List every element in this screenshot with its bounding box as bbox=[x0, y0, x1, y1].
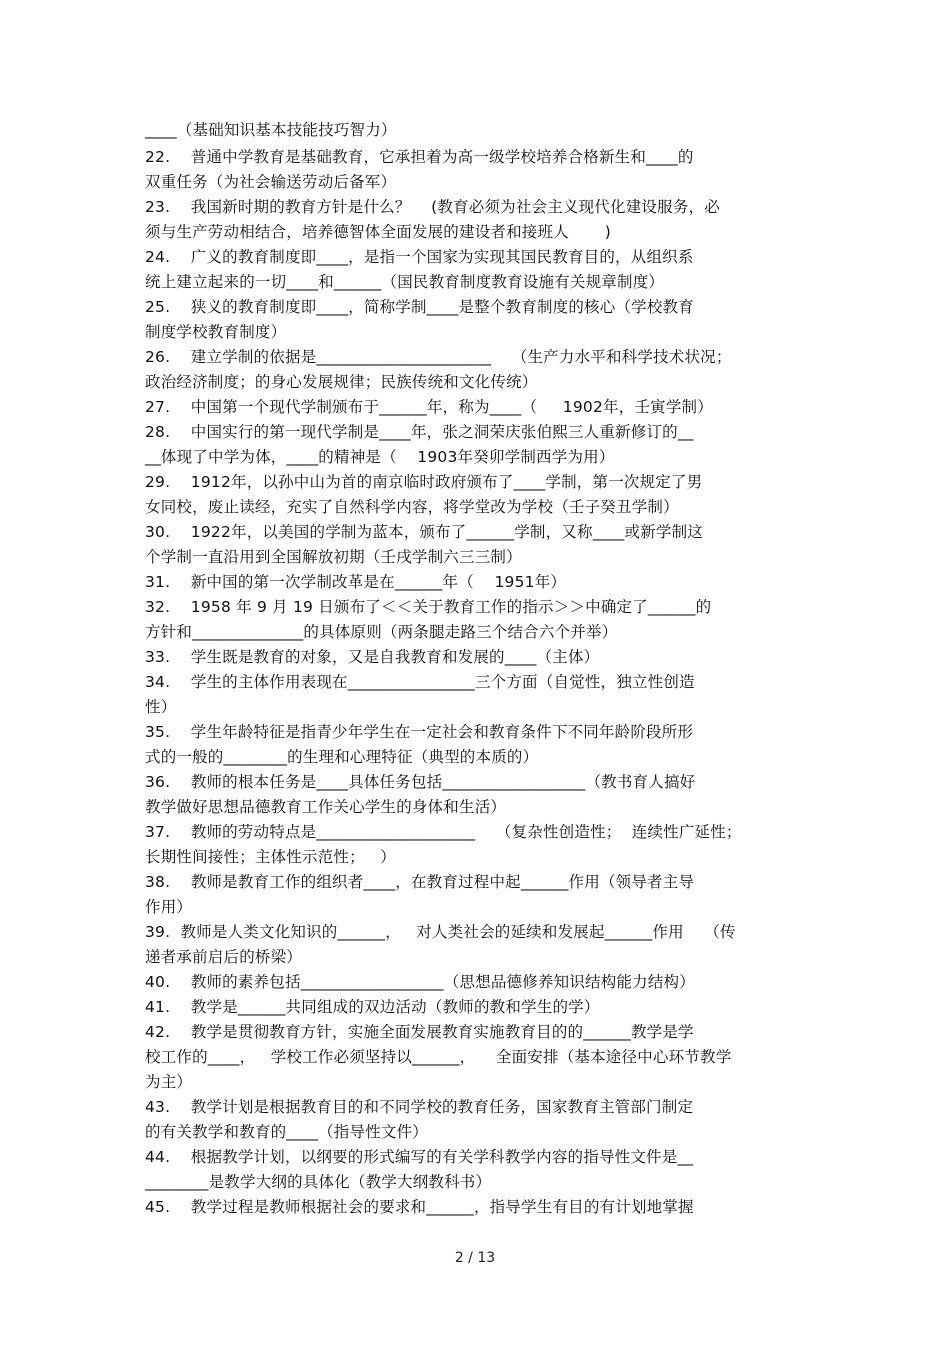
text-line: 28. 中国实行的第一现代学制是____年，张之洞荣庆张伯熙三人重新修订的__ bbox=[145, 423, 694, 441]
text-line: 23. 我国新时期的教育方针是什么？ (教育必须为社会主义现代化建设服务，必 bbox=[145, 198, 720, 216]
text-line: 38. 教师是教育工作的组织者____，在教育过程中起______作用（领导者主导 bbox=[145, 873, 695, 891]
text-line: 须与生产劳动相结合，培养德智体全面发展的建设者和接班人 ) bbox=[145, 223, 612, 241]
text-line: ________是教学大纲的具体化（教学大纲教科书） bbox=[145, 1173, 492, 1191]
text-line: 方针和______________的具体原则（两条腿走路三个结合六个并举） bbox=[145, 623, 618, 641]
text-line: 性） bbox=[145, 698, 177, 716]
text-line: 长期性间接性；主体性示范性； ） bbox=[145, 848, 396, 866]
text-line: 政治经济制度；的身心发展规律；民族传统和文化传统） bbox=[145, 373, 538, 391]
text-line: 31. 新中国的第一次学制改革是在______年（ 1951年） bbox=[145, 573, 567, 591]
text-line: 30. 1922年，以美国的学制为蓝本，颁布了______学制，又称____或新学制这 bbox=[145, 523, 704, 541]
text-line: 41. 教学是______共同组成的双边活动（教师的教和学生的学） bbox=[145, 998, 600, 1016]
text-line: 教学做好思想品德教育工作关心学生的身体和生活） bbox=[145, 798, 507, 816]
text-line: 为主） bbox=[145, 1073, 193, 1091]
text-line: 35. 学生年龄特征是指青少年学生在一定社会和教育条件下不同年龄阶段所形 bbox=[145, 723, 694, 741]
text-line: 45. 教学过程是教师根据社会的要求和______，指导学生有目的有计划地掌握 bbox=[145, 1198, 694, 1216]
page-number: 2 / 13 bbox=[454, 1250, 496, 1266]
text-line: 44. 根据教学计划，以纲要的形式编写的有关学科教学内容的指导性文件是__ bbox=[145, 1148, 694, 1166]
text-line: 27. 中国第一个现代学制颁布于______年，称为____（ 1902年，壬寅学制） bbox=[145, 398, 713, 416]
text-line: 24. 广义的教育制度即____，是指一个国家为实现其国民教育目的，从组织系 bbox=[145, 248, 694, 266]
text-line: 25. 狭义的教育制度即____，简称学制____是整个教育制度的核心（学校教育 bbox=[145, 298, 694, 316]
text-line: 43. 教学计划是根据教育目的和不同学校的教育任务，国家教育主管部门制定 bbox=[145, 1098, 694, 1116]
text-line: 34. 学生的主体作用表现在________________三个方面（自觉性，独立性创造 bbox=[145, 673, 695, 691]
text-line: 33. 学生既是教育的对象，又是自我教育和发展的____（主体） bbox=[145, 648, 600, 666]
text-line: 32. 1958 年 9 月 19 日颁布了＜＜关于教育工作的指示＞＞中确定了______的 bbox=[145, 598, 712, 616]
text-line: __体现了中学为体，____的精神是（ 1903年癸卯学制西学为用） bbox=[145, 448, 615, 466]
text-line: 22. 普通中学教育是基础教育，它承担着为高一级学校培养合格新生和____的 bbox=[145, 148, 694, 166]
text-line: 校工作的____， 学校工作必须坚持以______， 全面安排（基本途径中心环节教学 bbox=[145, 1048, 732, 1066]
text-line: 制度学校教育制度） bbox=[145, 323, 287, 341]
text-line: 29. 1912年，以孙中山为首的南京临时政府颁布了____学制，第一次规定了男 bbox=[145, 473, 703, 491]
text-line: 作用） bbox=[145, 898, 193, 916]
text-line: 26. 建立学制的依据是______________________ （生产力水平和科学技术状况； bbox=[145, 348, 732, 366]
text-line: 双重任务（为社会输送劳动后备军） bbox=[145, 173, 397, 191]
text-line: 39. 教师是人类文化知识的______， 对人类社会的延续和发展起______作用 （传 bbox=[145, 923, 736, 941]
text-line: 42. 教学是贯彻教育方针，实施全面发展教育实施教育目的的______教学是学 bbox=[145, 1023, 694, 1041]
text-line: 递者承前启后的桥梁） bbox=[145, 948, 303, 966]
text-line: 36. 教师的根本任务是____具体任务包括__________________（教书育人搞好 bbox=[145, 773, 696, 791]
text-line: 式的一般的________的生理和心理特征（典型的本质的） bbox=[145, 748, 539, 766]
text-line: 40. 教师的素养包括__________________（思想品德修养知识结构能力结构） bbox=[145, 973, 695, 991]
text-line: 女同校，废止读经，充实了自然科学内容，将学堂改为学校（壬子癸丑学制） bbox=[145, 498, 679, 516]
text-line: 统上建立起来的一切____和______（国民教育制度教育设施有关规章制度） bbox=[145, 273, 665, 291]
text-line: 的有关教学和教育的____（指导性文件） bbox=[145, 1123, 429, 1141]
text-line: ____（基础知识基本技能技巧智力） bbox=[145, 121, 397, 139]
text-line: 个学制一直沿用到全国解放初期（壬戌学制六三三制） bbox=[145, 548, 522, 566]
text-line: 37. 教师的劳动特点是____________________ （复杂性创造性； 连续性广延性； bbox=[145, 823, 742, 841]
